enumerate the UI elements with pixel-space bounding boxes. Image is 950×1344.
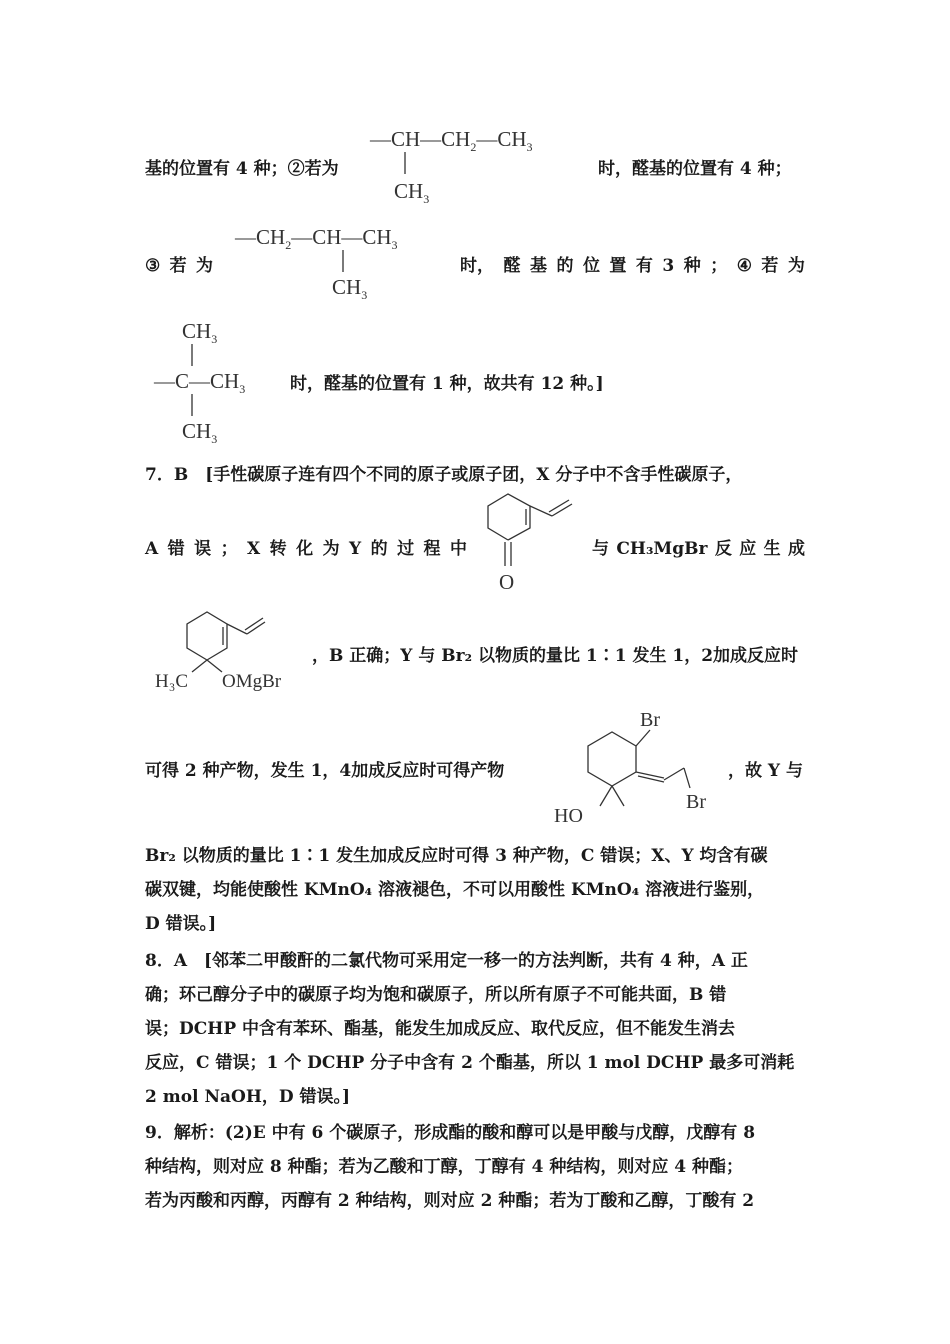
word: 为 <box>322 539 340 559</box>
structure-sec-butyl <box>368 122 598 212</box>
struct3-sub-mid: 3 <box>239 382 246 396</box>
q8-line2: 确；环己醇分子中的碳原子均为饱和碳原子，所以所有原子不可能共面，B 错 <box>145 985 727 1005</box>
struct2-part-a: —CH <box>235 225 286 249</box>
struct3-top: CH <box>182 319 212 343</box>
struct2-sub-down: 3 <box>361 288 368 302</box>
word: 转 <box>269 539 287 559</box>
word: ； <box>710 256 728 276</box>
dibromide-br-top: Br <box>640 709 660 731</box>
q6-line1-left: 基的位置有 4 种；②若为 <box>145 159 339 179</box>
word: 化 <box>296 539 314 559</box>
word: 与 <box>592 539 609 559</box>
svg-text:CH3 <box>394 179 429 206</box>
word: 误 <box>194 539 212 559</box>
word: CH₃MgBr <box>616 539 708 559</box>
word: 过 <box>397 539 415 559</box>
q6-line2-left <box>145 255 213 277</box>
q7-line2-right <box>592 538 805 560</box>
word: ③ <box>145 256 161 276</box>
q7-line5: Br₂ 以物质的量比 1∶1 发生加成反应时可得 3 种产物，C 错误；X、Y 均含有碳 <box>145 846 768 866</box>
structure-vinyl-cyclohexenone <box>478 488 588 598</box>
word: 应 <box>739 539 757 559</box>
word: ④ <box>736 256 752 276</box>
word: A <box>145 539 159 559</box>
dibromide-ho: HO <box>554 805 583 827</box>
q7-line4-left: 可得 2 种产物，发生 1，4加成反应时可得产物 <box>145 761 505 781</box>
word: 醛 <box>503 256 521 276</box>
word: X <box>247 539 261 559</box>
struct1-down: CH <box>394 179 424 203</box>
struct1-sub-down: 3 <box>423 192 430 206</box>
q8-line1: 8．A [邻苯二甲酸酐的二氯代物可采用定一移一的方法判断，共有 4 种，A 正 <box>145 951 748 971</box>
word: 基 <box>529 256 547 276</box>
word: 有 <box>635 256 653 276</box>
q7-line7: D 错误。] <box>145 914 217 934</box>
structure-dibromide-product <box>540 700 740 830</box>
struct2-down: CH <box>332 275 362 299</box>
q9-line3: 若为丙酸和丙醇，丙醇有 2 种结构，则对应 2 种酯；若为丁酸和乙醇，丁酸有 2 <box>145 1191 755 1211</box>
dibromide-br-right: Br <box>686 791 706 813</box>
word: 若 <box>169 256 187 276</box>
word: 生 <box>763 539 781 559</box>
word: 种 <box>683 256 701 276</box>
q9-line1: 9．解析：(2)E 中有 6 个碳原子，形成酯的酸和醇可以是甲酸与戊醇，戊醇有 8 <box>145 1123 756 1143</box>
structure-isobutyl <box>233 220 453 310</box>
word: 位 <box>582 256 600 276</box>
q7-line4-right: ，故 Y 与 <box>728 761 803 781</box>
struct1-part-a: —CH—CH <box>370 127 471 151</box>
structure-tert-butyl <box>152 316 282 446</box>
struct3-sub-bottom: 3 <box>211 432 218 446</box>
struct1-sub-a: 2 <box>470 140 477 154</box>
struct1-part-b: —CH <box>476 127 527 151</box>
q7-line1: 7．B [手性碳原子连有四个不同的原子或原子团，X 分子中不含手性碳原子， <box>145 465 743 485</box>
word: 成 <box>787 539 805 559</box>
struct2-part-b: —CH—CH <box>291 225 392 249</box>
word: 的 <box>370 539 388 559</box>
grignard-h3c: H₃C <box>155 671 189 692</box>
struct3-mid: —C—CH <box>154 369 240 393</box>
struct3-bottom: CH <box>182 419 212 443</box>
svg-text:—CH—CH2—CH3 <box>369 127 533 154</box>
word: 若 <box>761 256 779 276</box>
struct3-sub-top: 3 <box>211 332 218 346</box>
word: 为 <box>787 256 805 276</box>
word: 3 <box>662 256 675 276</box>
grignard-omgbr: OMgBr <box>222 671 282 692</box>
word: ； <box>220 539 238 559</box>
q7-line2-left <box>145 538 467 560</box>
word: 错 <box>167 539 185 559</box>
word: 中 <box>449 539 467 559</box>
word: Y <box>349 539 362 559</box>
struct1-sub-b: 3 <box>526 140 533 154</box>
ketone-o: O <box>499 570 515 594</box>
q6-line2-right <box>460 255 805 277</box>
q6-line1-right: 时，醛基的位置有 4 种； <box>598 159 792 179</box>
struct2-sub-b: 3 <box>391 238 398 252</box>
svg-text:CH3 <box>332 275 367 302</box>
word: 时， <box>460 256 494 276</box>
word: 置 <box>609 256 627 276</box>
word: 为 <box>196 256 213 276</box>
svg-text:CH3 <box>182 319 217 346</box>
svg-text:—CH2—CH—CH3 <box>234 225 398 252</box>
q8-line3: 误；DCHP 中含有苯环、酯基，能发生加成反应、取代反应，但不能发生消去 <box>145 1019 736 1039</box>
svg-text:—C—CH3 <box>153 369 245 396</box>
q7-line3: ，B 正确；Y 与 Br₂ 以物质的量比 1∶1 发生 1，2加成反应时 <box>312 646 799 666</box>
word: 程 <box>423 539 441 559</box>
q9-line2: 种结构，则对应 8 种酯；若为乙酸和丁醇，丁醇有 4 种结构，则对应 4 种酯； <box>145 1157 743 1177</box>
q8-line5: 2 mol NaOH，D 错误。] <box>145 1087 351 1107</box>
struct2-sub-a: 2 <box>285 238 292 252</box>
q7-line6: 碳双键，均能使酸性 KMnO₄ 溶液褪色，不可以用酸性 KMnO₄ 溶液进行鉴别， <box>145 880 765 900</box>
q6-line3: 时，醛基的位置有 1 种，故共有 12 种。] <box>290 374 604 394</box>
structure-grignard-adduct <box>150 600 310 695</box>
svg-text:CH3 <box>182 419 217 446</box>
word: 的 <box>556 256 574 276</box>
q8-line4: 反应，C 错误；1 个 DCHP 分子中含有 2 个酯基，所以 1 mol DCHP 最多可消耗 <box>145 1053 795 1073</box>
word: 反 <box>714 539 732 559</box>
